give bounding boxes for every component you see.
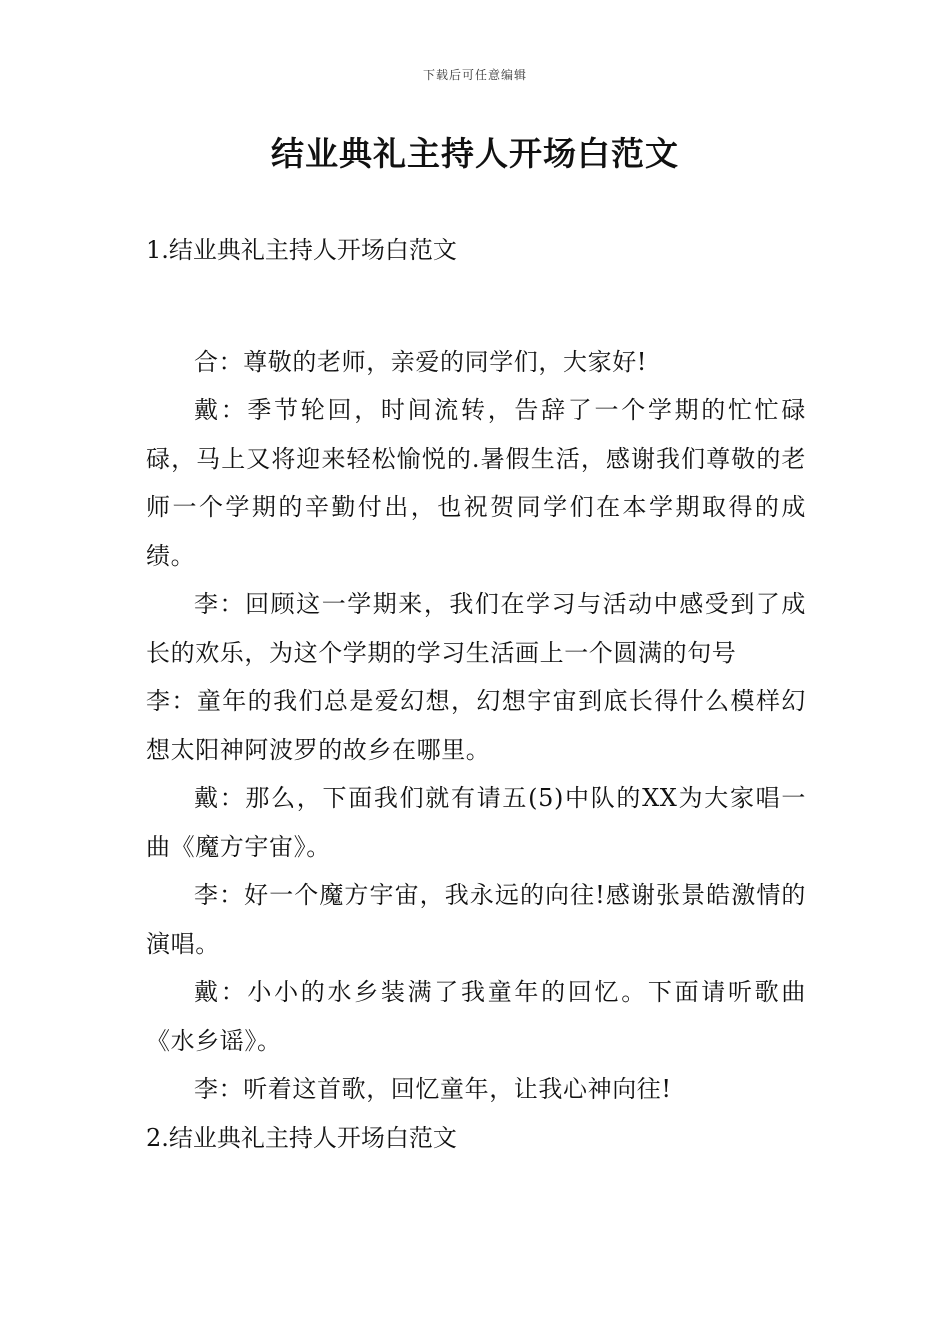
paragraph-li-review: 李：回顾这一学期来，我们在学习与活动中感受到了成长的欢乐，为这个学期的学习生活画上一个圆满的句号 (146, 590, 806, 667)
section-heading-2: 2.结业典礼主持人开场白范文 (146, 1123, 457, 1152)
document-body (146, 226, 806, 1162)
paragraph-dai-song: 戴：小小的水乡装满了我童年的回忆。下面请听歌曲《水乡谣》。 (146, 978, 806, 1055)
header-note: 下载后可任意编辑 (422, 68, 527, 82)
paragraph-dai-invite: 戴：那么，下面我们就有请五(5)中队的XX为大家唱一曲《魔方宇宙》。 (146, 784, 806, 861)
paragraph-dai-opening: 戴：季节轮回，时间流转，告辞了一个学期的忙忙碌碌，马上又将迎来轻松愉悦的.暑假生活，感谢我们尊敬的老师一个学期的辛勤付出，也祝贺同学们在本学期取得的成绩。 (146, 396, 806, 570)
section-heading-1: 1.结业典礼主持人开场白范文 (146, 236, 457, 264)
paragraph-li-closing: 李：听着这首歌，回忆童年，让我心神向往! (194, 1075, 672, 1103)
paragraph-li-childhood: 李：童年的我们总是爱幻想，幻想宇宙到底长得什么模样幻想太阳神阿波罗的故乡在哪里。 (146, 687, 806, 764)
section-spacer (146, 275, 806, 338)
paragraph-li-thanks: 李：好一个魔方宇宙，我永远的向往!感谢张景皓激情的演唱。 (146, 881, 806, 958)
paragraph-greeting: 合：尊敬的老师，亲爱的同学们，大家好! (194, 347, 648, 376)
page-title: 结业典礼主持人开场白范文 (271, 134, 679, 173)
